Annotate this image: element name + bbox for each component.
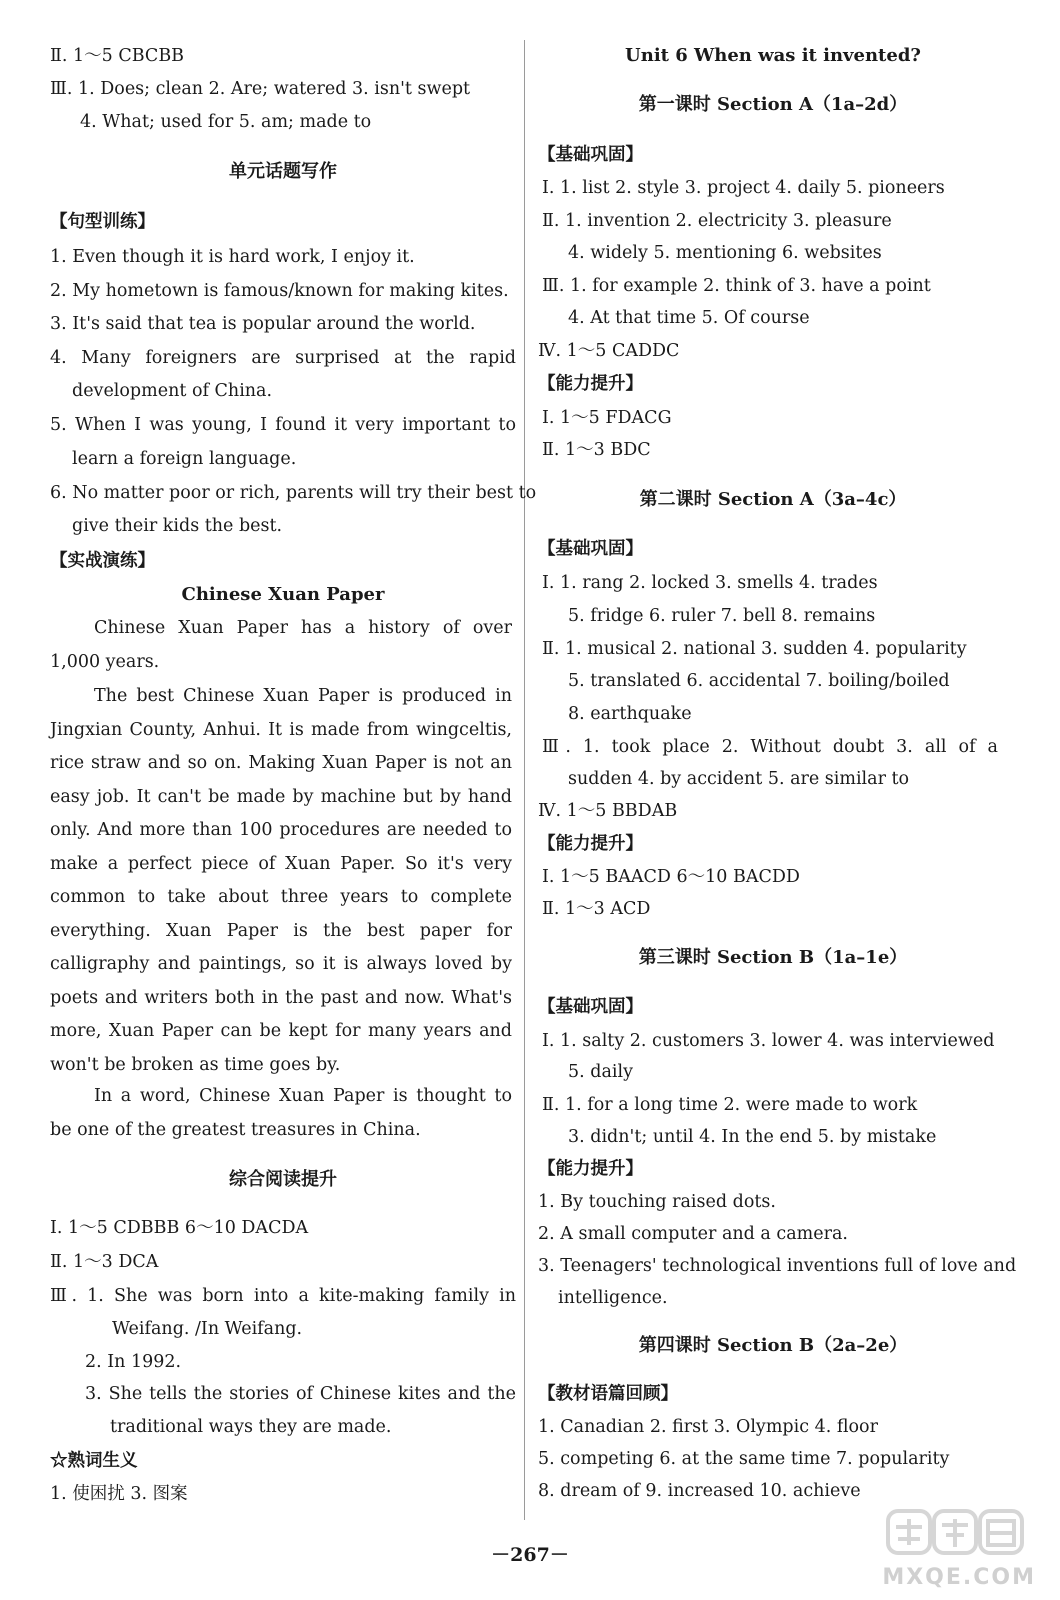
reading-line: 3. She tells the stories of Chinese kites and the: [85, 1384, 516, 1404]
answer-line: Ⅰ. 1. rang 2. locked 3. smells 4. trades: [542, 573, 878, 593]
ability-label: 【能力提升】: [538, 834, 643, 854]
answer-line: Ⅳ. 1～5 CADDC: [538, 341, 680, 361]
reading-line: Ⅰ. 1～5 CDBBB 6～10 DACDA: [50, 1218, 309, 1238]
answer-line: Ⅲ. 1. Does; clean 2. Are; watered 3. isn't swept: [50, 79, 471, 99]
answer-line: 5. fridge 6. ruler 7. bell 8. remains: [568, 606, 876, 626]
pattern-line: learn a foreign language.: [72, 449, 297, 469]
answer-line: 4. What; used for 5. am; made to: [80, 112, 372, 132]
pattern-line: 3. It's said that tea is popular around the world.: [50, 314, 476, 334]
answer-line: 3. didn't; until 4. In the end 5. by mistake: [568, 1127, 937, 1147]
answer-line: Ⅱ. 1. for a long time 2. were made to work: [542, 1095, 918, 1115]
basic-label: 【基础巩固】: [538, 145, 643, 165]
answer-line: sudden 4. by accident 5. are similar to: [568, 769, 910, 789]
reading-line: Ⅲ. 1. She was born into a kite-making family in: [50, 1286, 516, 1306]
unit-title: Unit 6 When was it invented?: [625, 45, 921, 66]
answer-line: Ⅰ. 1. list 2. style 3. project 4. daily 5. pioneers: [542, 178, 945, 198]
watermark-text: MXQE.COM: [882, 1565, 1036, 1590]
vocab-line: 1. 使困扰 3. 图案: [50, 1484, 188, 1504]
essay-paragraph: Chinese Xuan Paper has a history of over 1,000 years.: [50, 618, 512, 672]
basic-label: 【基础巩固】: [538, 539, 643, 559]
pattern-line: development of China.: [72, 381, 273, 401]
section-heading-writing: 单元话题写作: [229, 161, 337, 182]
answer-line: 1. By touching raised dots.: [538, 1192, 776, 1212]
answer-line: Ⅰ. 1. salty 2. customers 3. lower 4. was interviewed: [542, 1031, 995, 1051]
answer-line: Ⅰ. 1～5 BAACD 6～10 BACDD: [542, 867, 800, 887]
answer-line: 4. At that time 5. Of course: [568, 308, 810, 328]
answer-line: Ⅱ. 1～5 CBCBB: [50, 46, 185, 66]
answer-line: Ⅱ. 1～3 BDC: [542, 440, 651, 460]
vocab-label: ☆熟词生义: [50, 1451, 138, 1471]
answer-line: intelligence.: [558, 1288, 668, 1308]
pattern-line: 1. Even though it is hard work, I enjoy it.: [50, 247, 415, 267]
column-divider: [524, 40, 525, 1520]
answer-line: Ⅲ. 1. for example 2. think of 3. have a point: [542, 276, 931, 296]
essay-paragraph: The best Chinese Xuan Paper is produced in Jingxian County, Anhui. It is made from wingceltis, rice straw and so on. Making Xuan Paper is not an easy job. It can't be made by machine but by hand only. And more than 100 procedures are needed to make a perfect piece of Xuan Paper. So it's very common to take about three years to complete everything. Xuan Paper is the best paper for calligraphy and paintings, so it is always loved by poets and writers both in the past and now. What's more, Xuan Paper can be kept for many years and won't be broken as time goes by.: [50, 686, 512, 1075]
answer-line: 4. widely 5. mentioning 6. websites: [568, 243, 882, 263]
answer-line: 5. competing 6. at the same time 7. popularity: [538, 1449, 950, 1469]
answer-line: 8. earthquake: [568, 704, 692, 724]
answer-line: 1. Canadian 2. first 3. Olympic 4. floor: [538, 1417, 878, 1437]
basic-label: 【基础巩固】: [538, 997, 643, 1017]
practice-label: 【实战演练】: [50, 551, 155, 571]
pattern-line: 5. When I was young, I found it very important to: [50, 415, 516, 435]
answer-line: 5. translated 6. accidental 7. boiling/boiled: [568, 671, 950, 691]
answer-line: 5. daily: [568, 1062, 633, 1082]
answer-line: 8. dream of 9. increased 10. achieve: [538, 1481, 861, 1501]
reading-line: traditional ways they are made.: [110, 1417, 392, 1437]
answer-line: Ⅲ. 1. took place 2. Without doubt 3. all of a: [542, 737, 998, 757]
pattern-line: 6. No matter poor or rich, parents will try their best to: [50, 483, 537, 503]
answer-line: Ⅱ. 1～3 ACD: [542, 899, 651, 919]
ability-label: 【能力提升】: [538, 1159, 643, 1179]
reading-line: Weifang. /In Weifang.: [112, 1319, 303, 1339]
essay-paragraph: In a word, Chinese Xuan Paper is thought to be one of the greatest treasures in China.: [50, 1086, 512, 1140]
answer-line: Ⅱ. 1. musical 2. national 3. sudden 4. popularity: [542, 639, 967, 659]
answer-line: Ⅰ. 1～5 FDACG: [542, 408, 672, 428]
reading-line: Ⅱ. 1～3 DCA: [50, 1252, 159, 1272]
review-label: 【教材语篇回顾】: [538, 1384, 678, 1404]
answer-line: Ⅱ. 1. invention 2. electricity 3. pleasure: [542, 211, 892, 231]
answer-line: Ⅳ. 1～5 BBDAB: [538, 801, 678, 821]
pattern-label: 【句型训练】: [50, 212, 155, 232]
page-number: －267－: [491, 1544, 569, 1566]
pattern-line: give their kids the best.: [72, 516, 283, 536]
answer-line: 3. Teenagers' technological inventions full of love and: [538, 1256, 1017, 1276]
lesson-heading: 第一课时 Section A（1a–2d）: [638, 94, 908, 115]
lesson-heading: 第二课时 Section A（3a–4c）: [639, 489, 907, 510]
reading-line: 2. In 1992.: [85, 1352, 182, 1372]
lesson-heading: 第三课时 Section B（1a–1e）: [638, 947, 908, 968]
pattern-line: 2. My hometown is famous/known for making kites.: [50, 281, 509, 301]
ability-label: 【能力提升】: [538, 374, 643, 394]
lesson-heading: 第四课时 Section B（2a–2e）: [638, 1335, 908, 1356]
answer-line: 2. A small computer and a camera.: [538, 1224, 848, 1244]
section-heading-reading: 综合阅读提升: [229, 1169, 337, 1190]
essay-title: Chinese Xuan Paper: [181, 584, 385, 605]
pattern-line: 4. Many foreigners are surprised at the rapid: [50, 348, 516, 368]
